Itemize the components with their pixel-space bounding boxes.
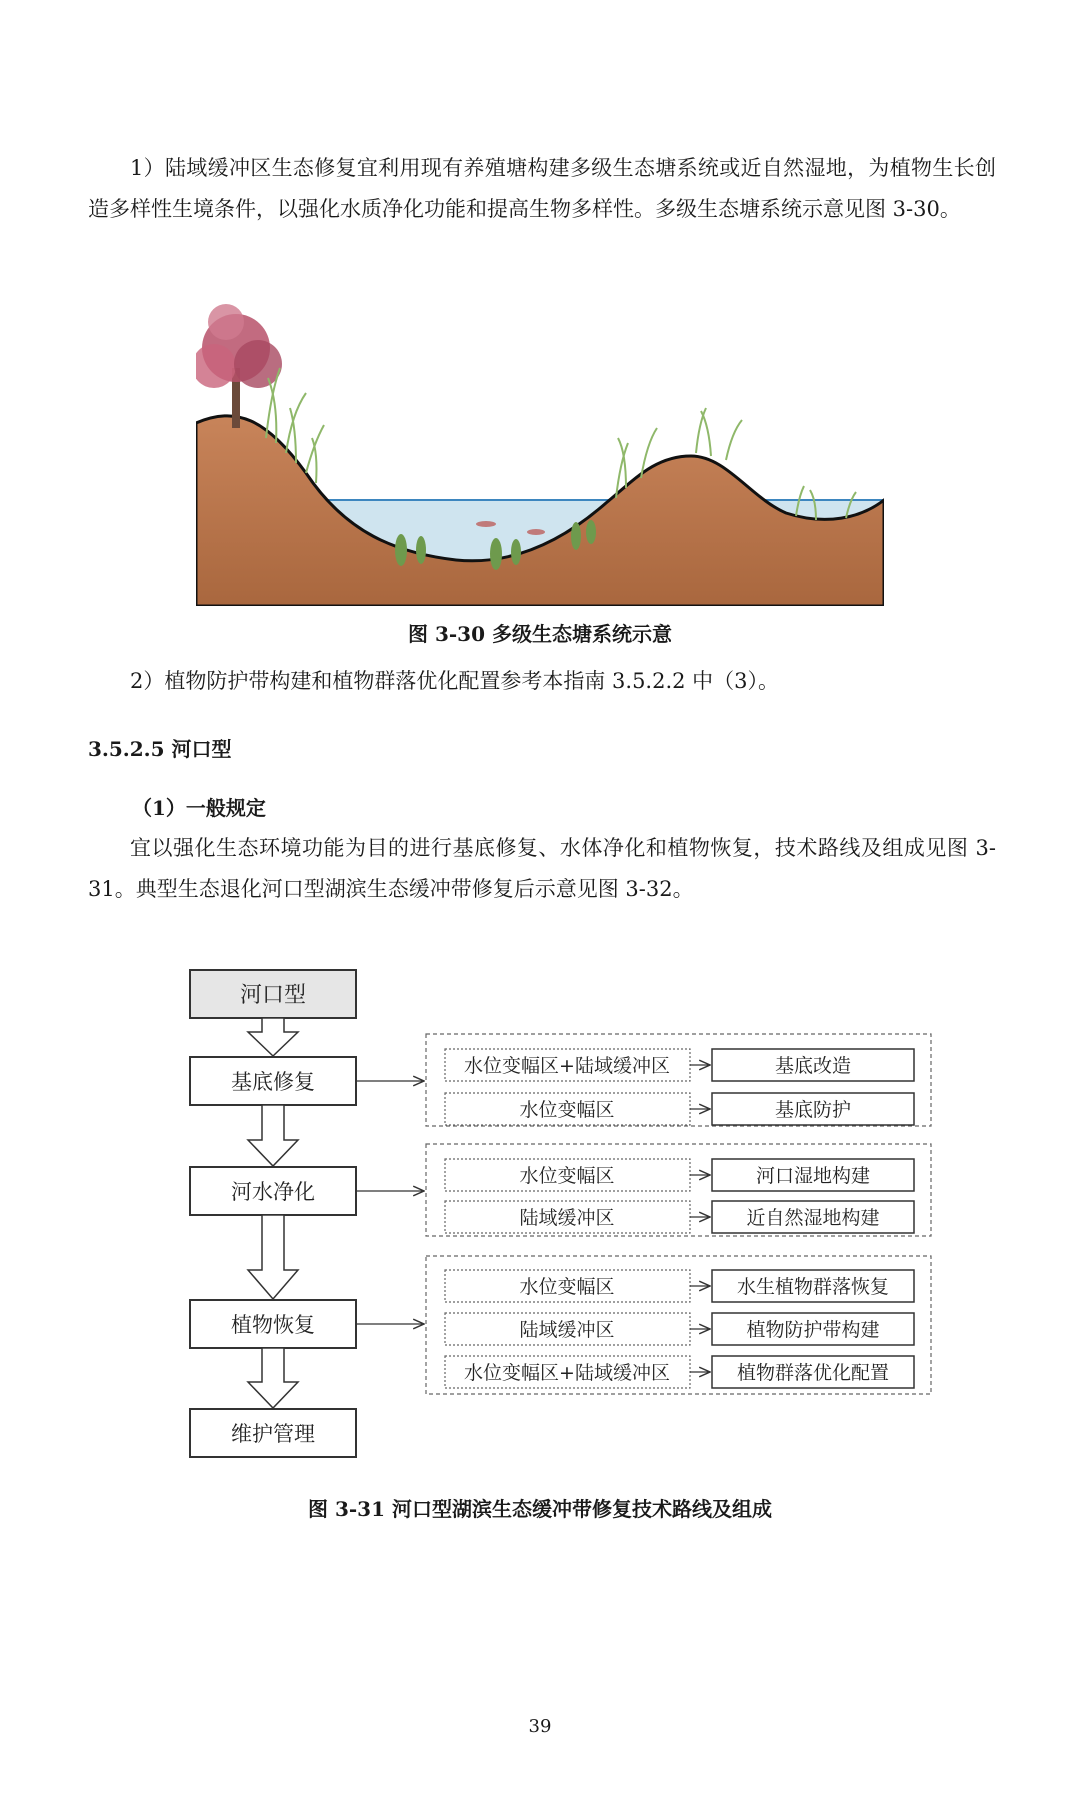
action-label: 植物群落优化配置: [736, 1362, 890, 1384]
zone-label: 陆域缓冲区: [519, 1207, 615, 1229]
page-number: 39: [528, 1716, 552, 1737]
down-arrow-2: [248, 1105, 298, 1166]
down-arrow-1: [248, 1018, 298, 1056]
step-label-base-repair: 基底修复: [231, 1070, 315, 1094]
zone-label: 水位变幅区: [519, 1165, 615, 1187]
zone-label: 水位变幅区+陆域缓冲区: [464, 1055, 670, 1077]
step-label-plant-restore: 植物恢复: [231, 1313, 315, 1337]
group-2-row-2: [445, 1201, 914, 1233]
group-1-row-2: [445, 1093, 914, 1125]
zone-label: 水位变幅区: [519, 1276, 615, 1298]
action-label: 基底改造: [774, 1055, 852, 1077]
down-arrow-4: [248, 1348, 298, 1408]
group-3-row-3: [445, 1356, 914, 1388]
action-label: 植物防护带构建: [746, 1319, 880, 1341]
action-label: 河口湿地构建: [755, 1165, 871, 1187]
group-1-row-1: [445, 1049, 914, 1081]
step-label-maintenance: 维护管理: [231, 1422, 315, 1446]
step-label-estuary: 河口型: [239, 983, 307, 1008]
figure-3-30-caption: 图 3-30 多级生态塘系统示意: [408, 622, 672, 646]
step-label-river-purify: 河水净化: [231, 1180, 315, 1204]
group-3-row-1: [445, 1270, 914, 1302]
zone-label: 水位变幅区+陆域缓冲区: [464, 1362, 670, 1384]
subsection-heading: （1）一般规定: [132, 796, 266, 820]
zone-label: 陆域缓冲区: [519, 1319, 615, 1341]
section-heading: 3.5.2.5 河口型: [88, 737, 232, 761]
zone-label: 水位变幅区: [519, 1099, 615, 1121]
action-label: 水生植物群落恢复: [736, 1276, 890, 1298]
figure-3-31-caption: 图 3-31 河口型湖滨生态缓冲带修复技术路线及组成: [308, 1497, 772, 1521]
action-label: 基底防护: [774, 1099, 852, 1121]
group-2-row-1: [445, 1159, 914, 1191]
group-3-row-2: [445, 1313, 914, 1345]
paragraph-2: 2）植物防护带构建和植物群落优化配置参考本指南 3.5.2.2 中（3）。: [130, 669, 780, 693]
paragraph-3: 宜以强化生态环境功能为目的进行基底修复、水体净化和植物恢复，技术路线及组成见图 3-31。典型生态退化河口型湖滨生态缓冲带修复后示意见图 3-32。: [88, 836, 996, 901]
down-arrow-3: [248, 1215, 298, 1299]
paragraph-1: 1）陆域缓冲区生态修复宜利用现有养殖塘构建多级生态塘系统或近自然湿地，为植物生长创造多样性生境条件，以强化水质净化功能和提高生物多样性。多级生态塘系统示意见图 3-30。: [88, 156, 996, 221]
action-label: 近自然湿地构建: [746, 1207, 880, 1229]
